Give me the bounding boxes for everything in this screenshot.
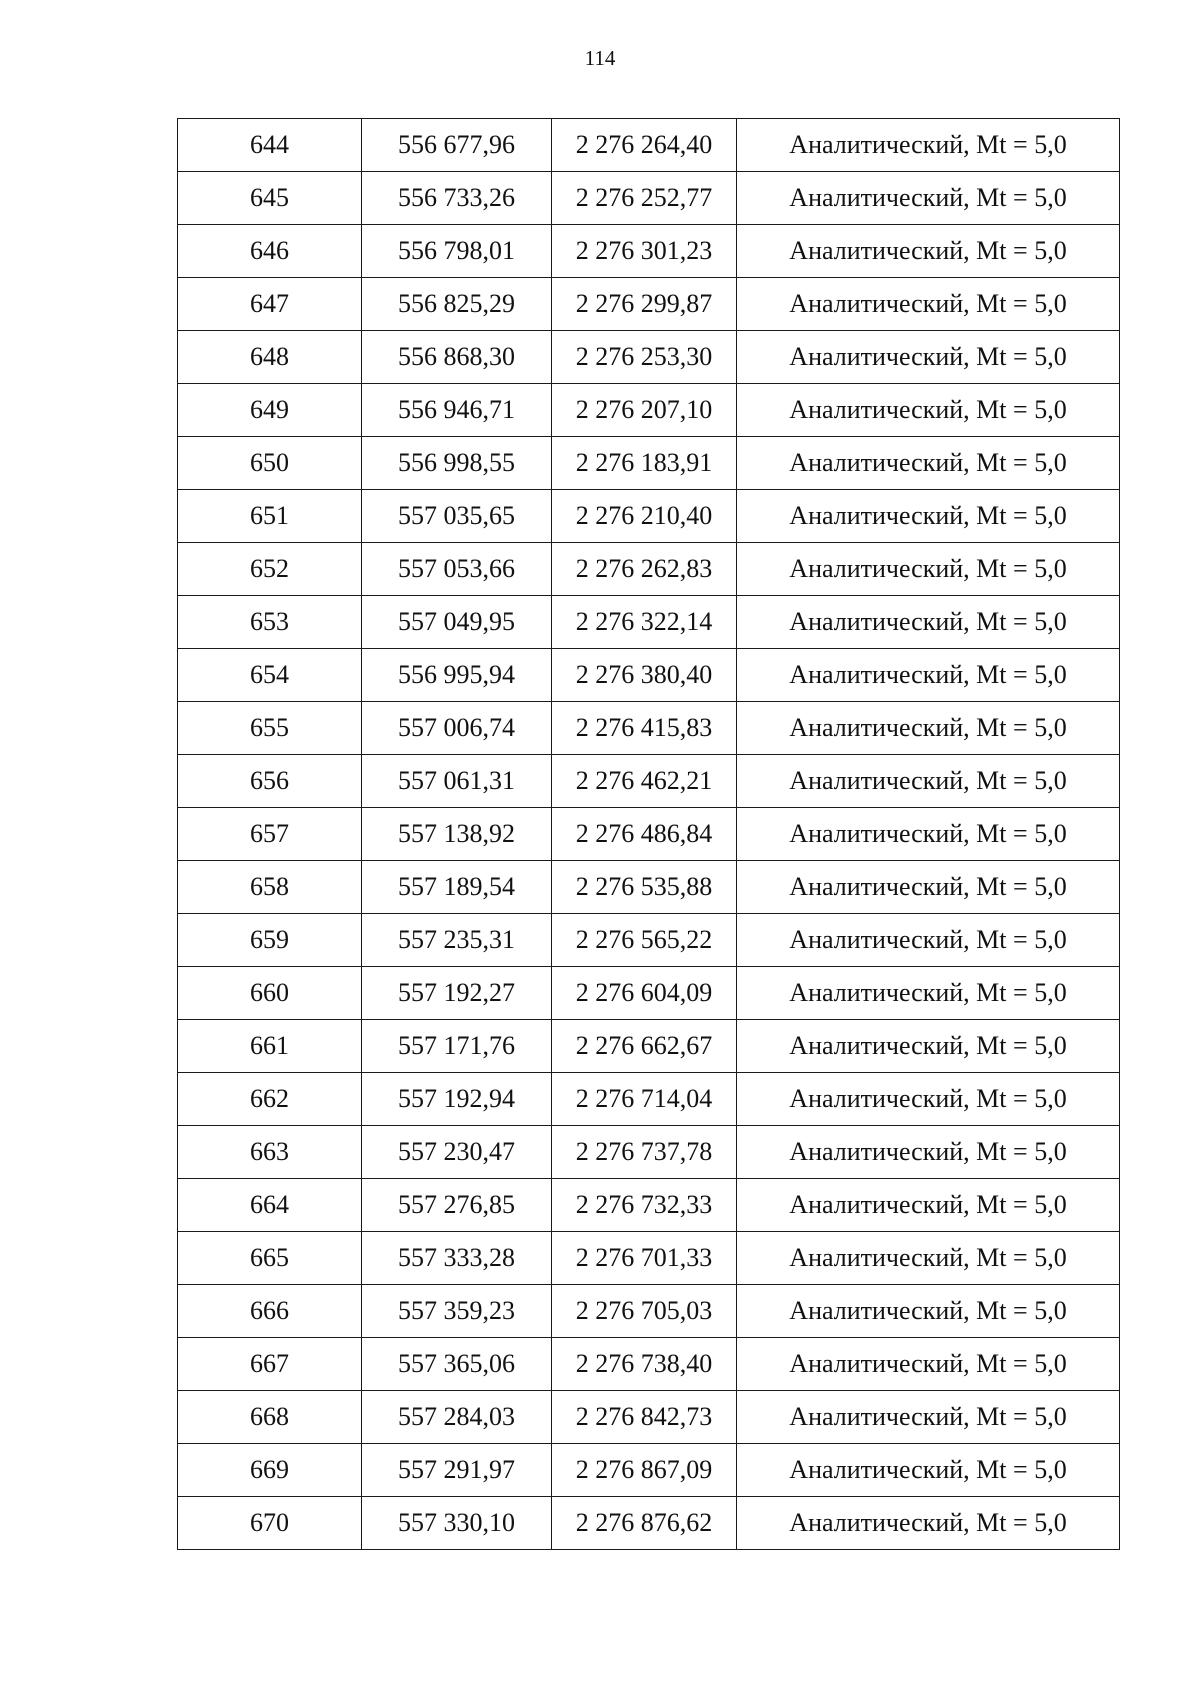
table-row: [178, 596, 1120, 649]
x-coordinate-cell: 557 138,92: [362, 808, 552, 861]
y-coordinate-cell: 2 276 415,83: [552, 702, 737, 755]
method-cell: Аналитический, Mt = 5,0: [737, 1444, 1120, 1497]
table-row: [178, 1126, 1120, 1179]
x-coordinate-cell: 556 868,30: [362, 331, 552, 384]
x-coordinate-cell: 557 189,54: [362, 861, 552, 914]
x-coordinate-cell: 556 677,96: [362, 119, 552, 172]
point-number-cell: 647: [178, 278, 362, 331]
point-number-cell: 669: [178, 1444, 362, 1497]
table-row: [178, 490, 1120, 543]
y-coordinate-cell: 2 276 705,03: [552, 1285, 737, 1338]
point-number-cell: 665: [178, 1232, 362, 1285]
method-cell: Аналитический, Mt = 5,0: [737, 1391, 1120, 1444]
y-coordinate-cell: 2 276 207,10: [552, 384, 737, 437]
method-cell: Аналитический, Mt = 5,0: [737, 967, 1120, 1020]
coordinates-table: [177, 118, 1120, 1550]
point-number-cell: 646: [178, 225, 362, 278]
table-row: [178, 1232, 1120, 1285]
point-number-cell: 667: [178, 1338, 362, 1391]
point-number-cell: 658: [178, 861, 362, 914]
point-number-cell: 652: [178, 543, 362, 596]
table-row: [178, 543, 1120, 596]
point-number-cell: 653: [178, 596, 362, 649]
point-number-cell: 662: [178, 1073, 362, 1126]
x-coordinate-cell: 556 995,94: [362, 649, 552, 702]
point-number-cell: 654: [178, 649, 362, 702]
table-row: [178, 702, 1120, 755]
method-cell: Аналитический, Mt = 5,0: [737, 808, 1120, 861]
method-cell: Аналитический, Mt = 5,0: [737, 172, 1120, 225]
x-coordinate-cell: 557 061,31: [362, 755, 552, 808]
table-row: [178, 119, 1120, 172]
y-coordinate-cell: 2 276 662,67: [552, 1020, 737, 1073]
coordinates-table-body: [178, 119, 1120, 1550]
point-number-cell: 664: [178, 1179, 362, 1232]
table-row: [178, 384, 1120, 437]
method-cell: Аналитический, Mt = 5,0: [737, 384, 1120, 437]
table-row: [178, 649, 1120, 702]
y-coordinate-cell: 2 276 301,23: [552, 225, 737, 278]
method-cell: Аналитический, Mt = 5,0: [737, 1126, 1120, 1179]
x-coordinate-cell: 557 192,94: [362, 1073, 552, 1126]
method-cell: Аналитический, Mt = 5,0: [737, 1285, 1120, 1338]
table-row: [178, 808, 1120, 861]
y-coordinate-cell: 2 276 262,83: [552, 543, 737, 596]
x-coordinate-cell: 557 333,28: [362, 1232, 552, 1285]
method-cell: Аналитический, Mt = 5,0: [737, 755, 1120, 808]
point-number-cell: 657: [178, 808, 362, 861]
point-number-cell: 649: [178, 384, 362, 437]
y-coordinate-cell: 2 276 842,73: [552, 1391, 737, 1444]
y-coordinate-cell: 2 276 565,22: [552, 914, 737, 967]
y-coordinate-cell: 2 276 264,40: [552, 119, 737, 172]
y-coordinate-cell: 2 276 535,88: [552, 861, 737, 914]
y-coordinate-cell: 2 276 462,21: [552, 755, 737, 808]
table-row: [178, 1497, 1120, 1550]
method-cell: Аналитический, Mt = 5,0: [737, 1338, 1120, 1391]
x-coordinate-cell: 556 998,55: [362, 437, 552, 490]
point-number-cell: 655: [178, 702, 362, 755]
point-number-cell: 663: [178, 1126, 362, 1179]
method-cell: Аналитический, Mt = 5,0: [737, 331, 1120, 384]
point-number-cell: 648: [178, 331, 362, 384]
x-coordinate-cell: 557 171,76: [362, 1020, 552, 1073]
page-number: 114: [584, 46, 616, 70]
point-number-cell: 651: [178, 490, 362, 543]
table-row: [178, 755, 1120, 808]
x-coordinate-cell: 557 230,47: [362, 1126, 552, 1179]
y-coordinate-cell: 2 276 867,09: [552, 1444, 737, 1497]
method-cell: Аналитический, Mt = 5,0: [737, 119, 1120, 172]
x-coordinate-cell: 557 276,85: [362, 1179, 552, 1232]
x-coordinate-cell: 557 359,23: [362, 1285, 552, 1338]
table-row: [178, 225, 1120, 278]
method-cell: Аналитический, Mt = 5,0: [737, 225, 1120, 278]
table-row: [178, 1391, 1120, 1444]
method-cell: Аналитический, Mt = 5,0: [737, 1497, 1120, 1550]
table-row: [178, 914, 1120, 967]
point-number-cell: 644: [178, 119, 362, 172]
method-cell: Аналитический, Mt = 5,0: [737, 1179, 1120, 1232]
point-number-cell: 670: [178, 1497, 362, 1550]
method-cell: Аналитический, Mt = 5,0: [737, 596, 1120, 649]
x-coordinate-cell: 557 053,66: [362, 543, 552, 596]
y-coordinate-cell: 2 276 737,78: [552, 1126, 737, 1179]
y-coordinate-cell: 2 276 299,87: [552, 278, 737, 331]
table-row: [178, 1285, 1120, 1338]
x-coordinate-cell: 557 049,95: [362, 596, 552, 649]
method-cell: Аналитический, Mt = 5,0: [737, 543, 1120, 596]
table-row: [178, 967, 1120, 1020]
table-row: [178, 331, 1120, 384]
y-coordinate-cell: 2 276 322,14: [552, 596, 737, 649]
table-row: [178, 437, 1120, 490]
y-coordinate-cell: 2 276 738,40: [552, 1338, 737, 1391]
point-number-cell: 661: [178, 1020, 362, 1073]
x-coordinate-cell: 557 365,06: [362, 1338, 552, 1391]
y-coordinate-cell: 2 276 380,40: [552, 649, 737, 702]
table-row: [178, 278, 1120, 331]
x-coordinate-cell: 557 284,03: [362, 1391, 552, 1444]
method-cell: Аналитический, Mt = 5,0: [737, 914, 1120, 967]
point-number-cell: 656: [178, 755, 362, 808]
method-cell: Аналитический, Mt = 5,0: [737, 437, 1120, 490]
point-number-cell: 645: [178, 172, 362, 225]
x-coordinate-cell: 557 006,74: [362, 702, 552, 755]
point-number-cell: 650: [178, 437, 362, 490]
x-coordinate-cell: 557 291,97: [362, 1444, 552, 1497]
y-coordinate-cell: 2 276 701,33: [552, 1232, 737, 1285]
x-coordinate-cell: 557 035,65: [362, 490, 552, 543]
method-cell: Аналитический, Mt = 5,0: [737, 649, 1120, 702]
y-coordinate-cell: 2 276 183,91: [552, 437, 737, 490]
y-coordinate-cell: 2 276 714,04: [552, 1073, 737, 1126]
method-cell: Аналитический, Mt = 5,0: [737, 702, 1120, 755]
table-row: [178, 1020, 1120, 1073]
point-number-cell: 668: [178, 1391, 362, 1444]
point-number-cell: 666: [178, 1285, 362, 1338]
table-row: [178, 1338, 1120, 1391]
table-row: [178, 861, 1120, 914]
table-row: [178, 1444, 1120, 1497]
x-coordinate-cell: 556 825,29: [362, 278, 552, 331]
x-coordinate-cell: 556 798,01: [362, 225, 552, 278]
y-coordinate-cell: 2 276 604,09: [552, 967, 737, 1020]
method-cell: Аналитический, Mt = 5,0: [737, 1073, 1120, 1126]
x-coordinate-cell: 557 330,10: [362, 1497, 552, 1550]
x-coordinate-cell: 556 946,71: [362, 384, 552, 437]
table-row: [178, 1073, 1120, 1126]
point-number-cell: 659: [178, 914, 362, 967]
method-cell: Аналитический, Mt = 5,0: [737, 1232, 1120, 1285]
y-coordinate-cell: 2 276 486,84: [552, 808, 737, 861]
table-row: [178, 172, 1120, 225]
y-coordinate-cell: 2 276 210,40: [552, 490, 737, 543]
y-coordinate-cell: 2 276 732,33: [552, 1179, 737, 1232]
table-row: [178, 1179, 1120, 1232]
y-coordinate-cell: 2 276 253,30: [552, 331, 737, 384]
method-cell: Аналитический, Mt = 5,0: [737, 1020, 1120, 1073]
method-cell: Аналитический, Mt = 5,0: [737, 861, 1120, 914]
y-coordinate-cell: 2 276 876,62: [552, 1497, 737, 1550]
y-coordinate-cell: 2 276 252,77: [552, 172, 737, 225]
method-cell: Аналитический, Mt = 5,0: [737, 278, 1120, 331]
x-coordinate-cell: 557 192,27: [362, 967, 552, 1020]
method-cell: Аналитический, Mt = 5,0: [737, 490, 1120, 543]
point-number-cell: 660: [178, 967, 362, 1020]
x-coordinate-cell: 557 235,31: [362, 914, 552, 967]
x-coordinate-cell: 556 733,26: [362, 172, 552, 225]
